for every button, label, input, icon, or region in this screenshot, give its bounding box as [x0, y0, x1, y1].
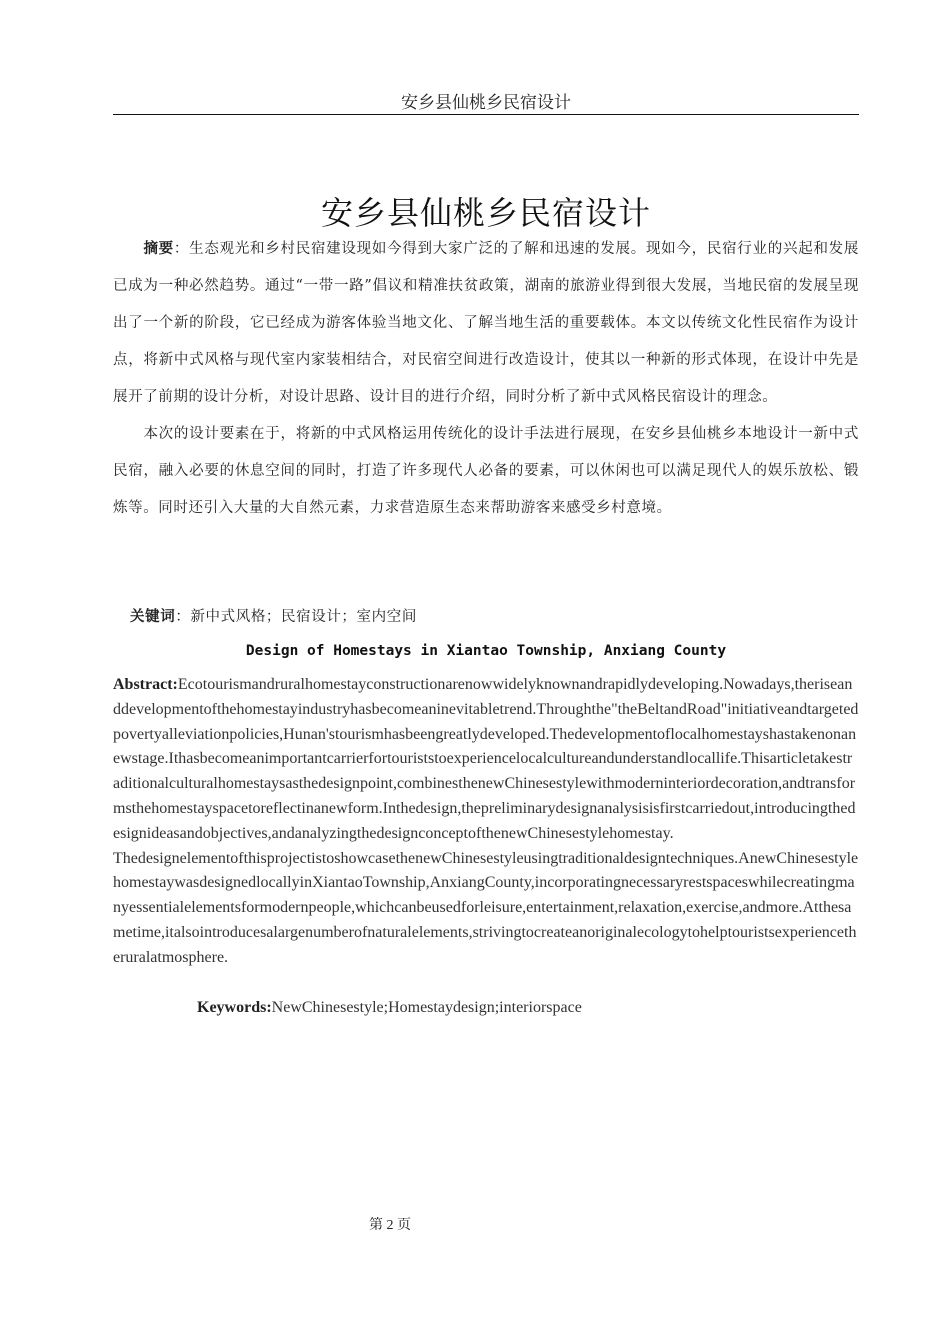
english-abstract-paragraph-2: ThedesignelementofthisprojectistoshowcasethenewChinesestyleusingtraditionaldesigntechniques.AnewChinesestylehomestaywasdesignedlocallyinXiantaoTownship,AnxiangCounty,incorporatingnecessaryrestspaceswhilecreatingmanyessentialelementsformodernpeople,whichcanbeusedforleisure,entertainment,relaxation,exercise,andmore.Atthesametime,italsointroducesalargenumberofnaturalelements,strivingtocreateanoriginalecologytohelptouristsexperiencetheruralatmosphere.: [113, 849, 859, 966]
page-number: 第 2 页: [369, 1218, 411, 1233]
english-abstract-text-1: Ecotourismandruralhomestayconstructionarenowwidelyknownandrapidlydeveloping.Nowadays,theriseanddevelopmentofthehomestayindustryhasbecomeaninevitabletrend.Throughthe"theBeltandRoad"initiativeandtargetedpovertyalleviationpolicies,Hunan'stourismhasbeengreatlydeveloped.Thedevelopmentoflocalhomestayshastakenonanewstage.Ithasbecomeanimportantcarrierfortouriststoexperiencelocalcultureandunderstandlocallife.Thisarticletakestraditionalculturalhomestaysasthedesignpoint,combinesthenewChinesestylewithmoderninteriordecoration,andtransformsthehomestayspacetoreflectinanewform.Inthedesign,thepreliminarydesignanalysisisfirstcarriedout,introducingthedesignideasandobjectives,andanalyzingthedesignconceptofthenewChinesestylehomestay.: [113, 676, 859, 842]
chinese-abstract-label: 摘要: [143, 240, 174, 257]
chinese-keywords: [130, 601, 417, 633]
chinese-abstract-paragraph-1: [113, 230, 859, 416]
chinese-keywords-colon: ：: [175, 609, 191, 625]
english-keywords-label: Keywords:: [197, 999, 272, 1016]
chinese-abstract-colon: ：: [173, 241, 190, 257]
document-title: 安乡县仙桃乡民宿设计: [320, 194, 651, 232]
english-keywords: [197, 996, 582, 1020]
chinese-abstract-paragraph-2: 本次的设计要素在于，将新的中式风格运用传统化的设计手法进行展现，在安乡县仙桃乡本地设计一新中式民宿，融入必要的休息空间的同时，打造了许多现代人必备的要素，可以休闲也可以满足现代人的娱乐放松、锻炼等。同时还引入大量的大自然元素，力求营造原生态来帮助游客来感受乡村意境。: [113, 426, 859, 516]
chinese-keywords-label: 关键词: [130, 608, 176, 625]
english-abstract-paragraph-1: [113, 673, 859, 847]
english-title: Design of Homestays in Xiantao Township, Anxiang County: [245, 643, 727, 659]
chinese-abstract-text-1: 生态观光和乡村民宿建设现如今得到大家广泛的了解和迅速的发展。现如今，民宿行业的兴起和发展已成为一种必然趋势。通过“一带一路”倡议和精准扶贫政策，湖南的旅游业得到很大发展，当地民宿的发展呈现出了一个新的阶段，它已经成为游客体验当地文化、了解当地生活的重要载体。本文以传统文化性民宿作为设计点，将新中式风格与现代室内家装相结合，对民宿空间进行改造设计，使其以一种新的形式体现，在设计中先是展开了前期的设计分析，对设计思路、设计目的进行介绍，同时分析了新中式风格民宿设计的理念。: [113, 241, 859, 405]
header-rule: [113, 114, 859, 115]
english-abstract: [113, 673, 859, 971]
chinese-abstract: [113, 230, 859, 527]
chinese-keywords-text: 新中式风格；民宿设计；室内空间: [190, 609, 417, 625]
english-keywords-text: NewChinesestyle;Homestaydesign;interiorspace: [271, 999, 582, 1016]
running-header: 安乡县仙桃乡民宿设计: [401, 93, 571, 113]
english-abstract-label: Abstract:: [113, 676, 178, 693]
